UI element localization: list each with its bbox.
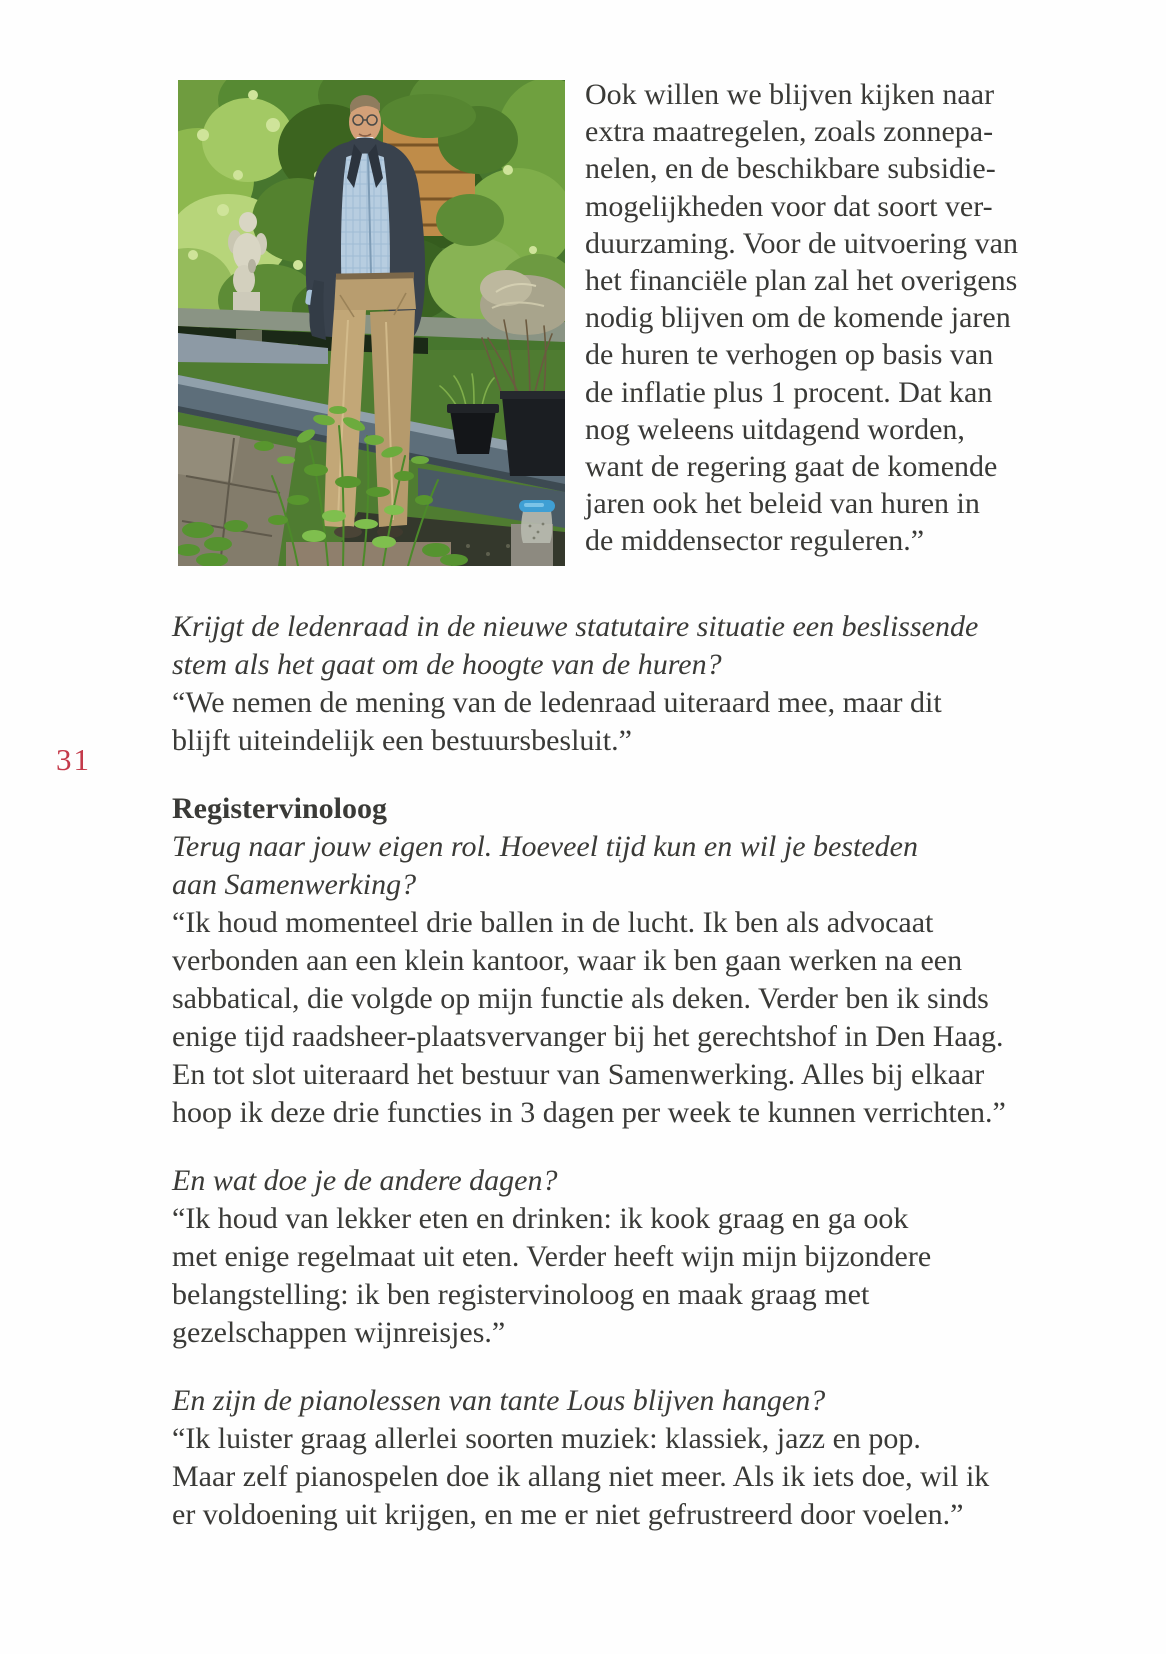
qa-block-ledenraad [172, 608, 1006, 760]
qa-block-registervinoloog [172, 790, 1006, 1132]
text-line: het financiële plan zal het overigens [585, 264, 1018, 298]
text-line: Terug naar jouw eigen rol. Hoeveel tijd kun en wil je besteden [172, 830, 918, 863]
text-line: belangstelling: ik ben registervinoloog en maak graag met [172, 1278, 870, 1311]
interview-question [172, 828, 1006, 904]
text-line: er voldoening uit krijgen, en me er niet gefrustreerd door voelen.” [172, 1498, 964, 1531]
interview-question [172, 1162, 1006, 1200]
text-line: nelen, en de beschikbare subsidie- [585, 152, 996, 186]
text-line: verbonden aan een klein kantoor, waar ik ben gaan werken na een [172, 944, 963, 977]
garden-photo [178, 80, 565, 566]
text-line: aan Samenwerking? [172, 868, 417, 901]
text-line: mogelijkheden voor dat soort ver- [585, 189, 993, 223]
garden-photo-illustration [178, 80, 565, 566]
text-line: sabbatical, die volgde op mijn functie als deken. Verder ben ik sinds [172, 982, 989, 1015]
section-heading: Registervinoloog [172, 792, 387, 825]
page-number: 31 [56, 742, 91, 777]
text-line: “Ik houd momenteel drie ballen in de lucht. Ik ben als advocaat [172, 906, 934, 939]
text-line: En zijn de pianolessen van tante Lous blijven hangen? [172, 1384, 826, 1417]
text-line: Krijgt de ledenraad in de nieuwe statutaire situatie een beslissende [172, 610, 979, 643]
interview-answer [172, 1200, 1006, 1352]
interview-answer [172, 904, 1006, 1132]
text-line: Ook willen we blijven kijken naar [585, 78, 995, 111]
text-line: Maar zelf pianospelen doe ik allang niet meer. Als ik iets doe, wil ik [172, 1460, 990, 1493]
text-line: En wat doe je de andere dagen? [172, 1164, 558, 1197]
interview-answer [172, 1420, 1006, 1534]
interview-answer [172, 684, 1006, 760]
text-line: “Ik luister graag allerlei soorten muziek: klassiek, jazz en pop. [172, 1422, 921, 1455]
interview-question [172, 608, 1006, 684]
text-line: nodig blijven om de komende jaren [585, 301, 1011, 335]
text-line: jaren ook het beleid van huren in [585, 487, 980, 521]
text-line: de huren te verhogen op basis van [585, 338, 994, 372]
text-line: stem als het gaat om de hoogte van de huren? [172, 648, 722, 681]
text-line: “Ik houd van lekker eten en drinken: ik kook graag en ga ook [172, 1202, 909, 1235]
text-line: blijft uiteindelijk een bestuursbesluit.” [172, 724, 632, 757]
text-line: enige tijd raadsheer-plaatsvervanger bij het gerechtshof in Den Haag. [172, 1020, 1004, 1053]
article-body [172, 608, 1006, 1564]
text-line: En tot slot uiteraard het bestuur van Samenwerking. Alles bij elkaar [172, 1058, 985, 1091]
text-line: hoop ik deze drie functies in 3 dagen per week te kunnen verrichten.” [172, 1096, 1006, 1129]
qa-block-pianolessen [172, 1382, 1006, 1534]
interview-question [172, 1382, 1006, 1420]
text-line: “We nemen de mening van de ledenraad uiteraard mee, maar dit [172, 686, 942, 719]
text-line: duurzaming. Voor de uitvoering van [585, 226, 1018, 260]
text-line: extra maatregelen, zoals zonnepa- [585, 115, 994, 149]
intro-quote-column [585, 76, 1018, 560]
text-line: nog weleens uitdagend worden, [585, 412, 965, 446]
text-line: de middensector reguleren.” [585, 524, 925, 558]
qa-block-andere-dagen [172, 1162, 1006, 1352]
text-line: gezelschappen wijnreisjes.” [172, 1316, 506, 1349]
text-line: de inflatie plus 1 procent. Dat kan [585, 375, 993, 409]
text-line: want de regering gaat de komende [585, 450, 998, 484]
text-line: met enige regelmaat uit eten. Verder heeft wijn mijn bijzondere [172, 1240, 932, 1273]
